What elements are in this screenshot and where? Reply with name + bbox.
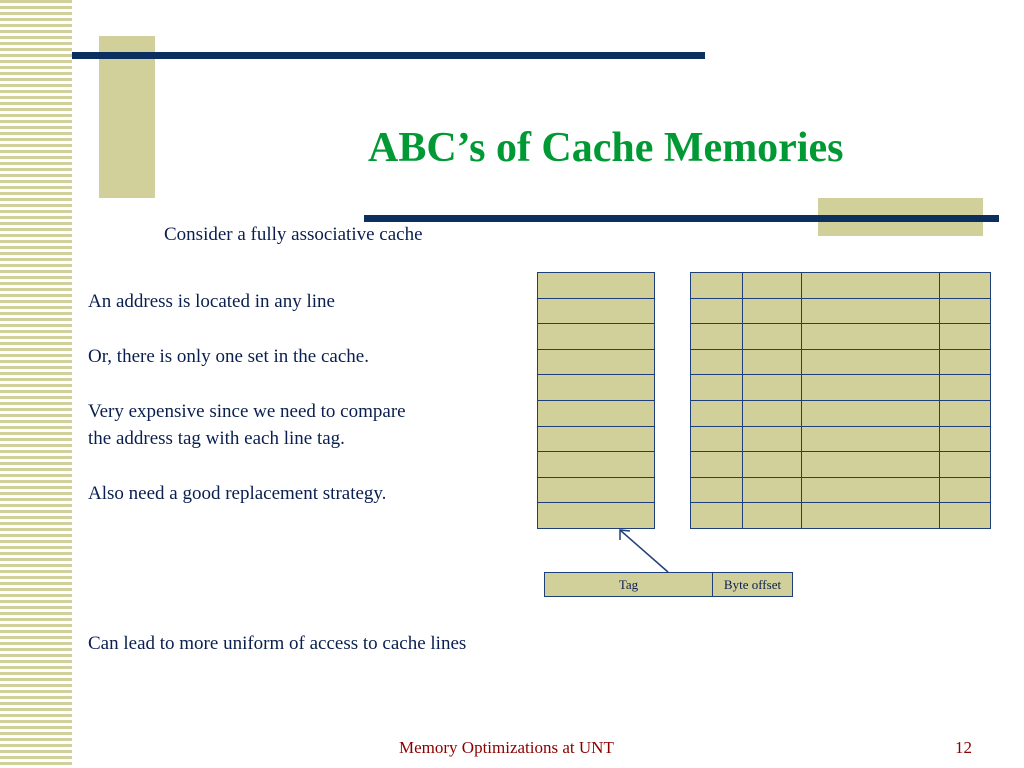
- bullet-3-line-1: Very expensive since we need to compare: [88, 401, 406, 422]
- bullet-3-line-2: the address tag with each line tag.: [88, 428, 345, 449]
- footer-text: Memory Optimizations at UNT: [399, 738, 614, 757]
- conclusion-text: Can lead to more uniform of access to cache lines: [88, 633, 467, 654]
- address-byte-offset-field: Byte offset: [712, 572, 793, 597]
- bullet-4: Also need a good replacement strategy.: [88, 483, 387, 504]
- slide-subtitle: Consider a fully associative cache: [164, 224, 423, 245]
- bullet-2: Or, there is only one set in the cache.: [88, 346, 369, 367]
- address-tag-field: Tag: [544, 572, 713, 597]
- slide-title: ABC’s of Cache Memories: [368, 125, 844, 171]
- bullet-1: An address is located in any line: [88, 291, 335, 312]
- page-number: 12: [955, 738, 972, 757]
